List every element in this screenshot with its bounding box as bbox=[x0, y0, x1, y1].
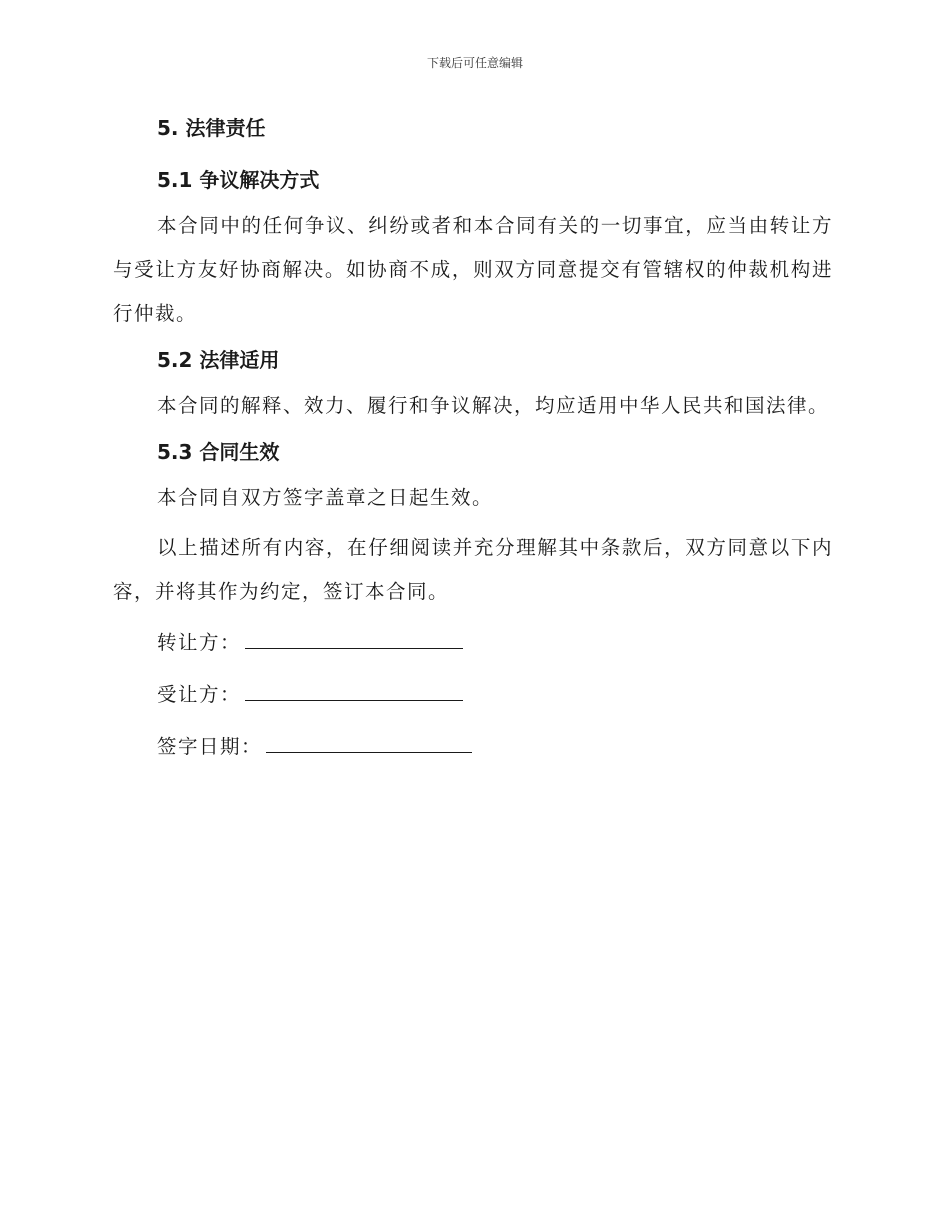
section-5-1-title: 5.1 争议解决方式 bbox=[157, 168, 320, 192]
transferor-signature-line bbox=[245, 626, 463, 649]
transferor-label: 转让方： bbox=[157, 631, 242, 654]
transferor-signature-row bbox=[157, 620, 833, 666]
contract-content bbox=[113, 110, 833, 770]
transferee-signature-row bbox=[157, 672, 833, 718]
section-5-1-text: 本合同中的任何争议、纠纷或者和本合同有关的一切事宜，应当由转让方与受让方友好协商解决。如协商不成，则双方同意提交有管辖权的仲裁机构进行仲裁。 bbox=[113, 214, 833, 325]
section-5-title: 5. 法律责任 bbox=[157, 116, 266, 140]
section-5-3-text: 本合同自双方签字盖章之日起生效。 bbox=[157, 486, 494, 509]
signing-date-label: 签字日期： bbox=[157, 735, 263, 758]
signing-date-row bbox=[157, 724, 833, 770]
section-5-3-title: 5.3 合同生效 bbox=[157, 440, 280, 464]
transferee-label: 受让方： bbox=[157, 683, 242, 706]
transferee-signature-line bbox=[245, 678, 463, 701]
section-5-2-text: 本合同的解释、效力、履行和争议解决，均应适用中华人民共和国法律。 bbox=[157, 394, 830, 417]
closing-text: 以上描述所有内容，在仔细阅读并充分理解其中条款后，双方同意以下内容，并将其作为约定，签订本合同。 bbox=[113, 536, 833, 603]
section-5-2-title: 5.2 法律适用 bbox=[157, 348, 280, 372]
signing-date-line bbox=[266, 730, 472, 753]
header-note: 下载后可任意编辑 bbox=[426, 56, 523, 70]
